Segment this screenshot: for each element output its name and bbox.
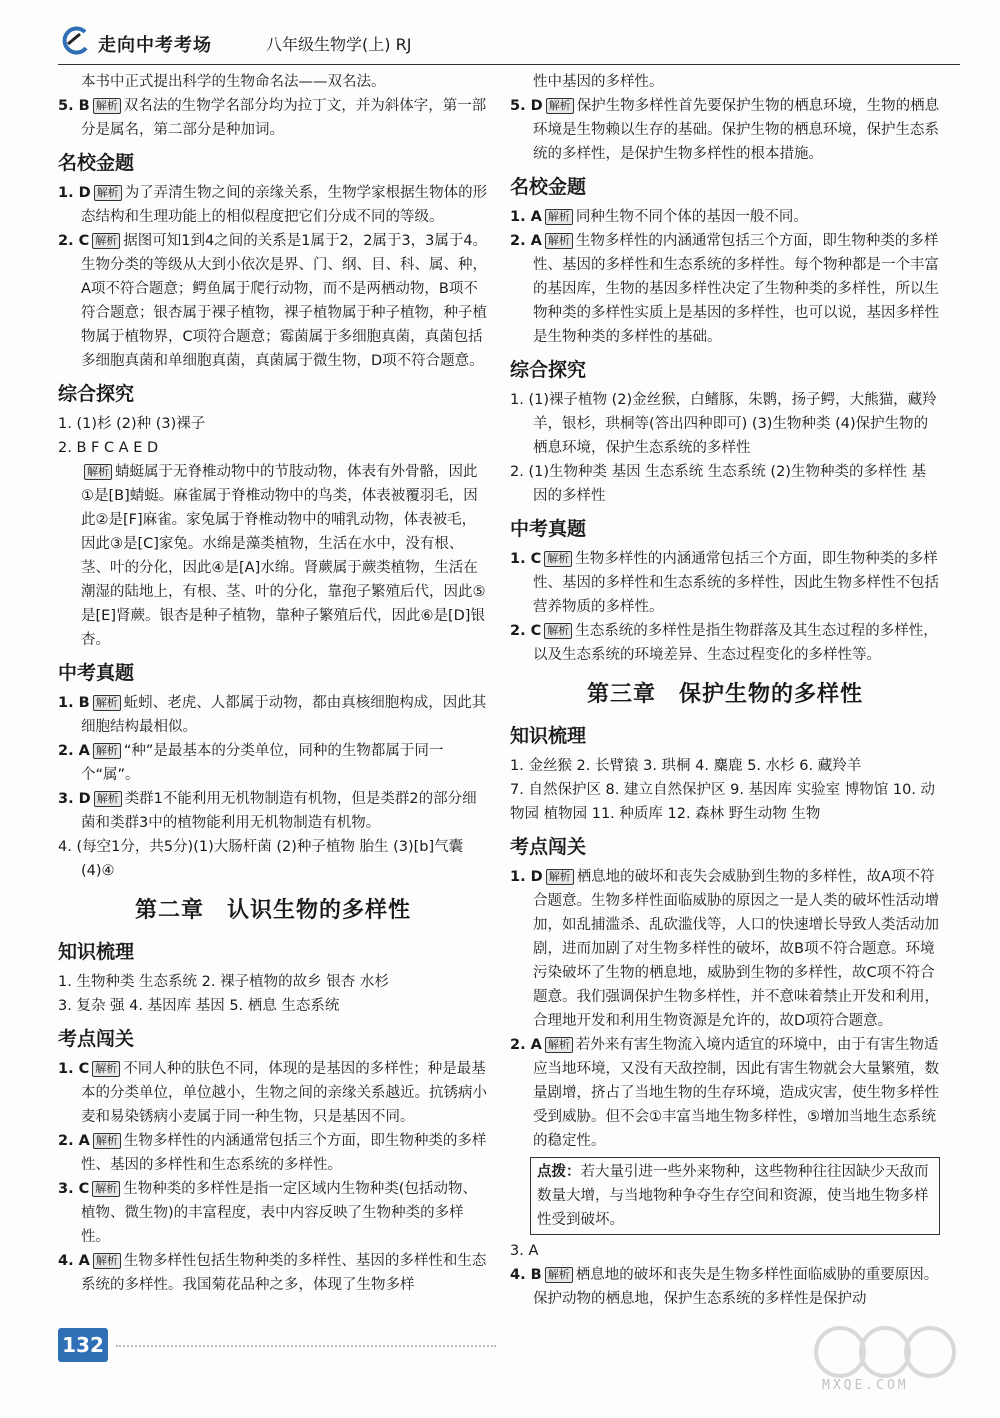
- answer-item: [510, 619, 940, 667]
- chapter-title: 第二章 认识生物的多样性: [134, 898, 411, 923]
- section-heading: 知识梳理: [58, 941, 135, 963]
- analysis-tag: 解析: [544, 551, 572, 567]
- answer-number: 1. C: [510, 551, 542, 567]
- answer-item: 1. (1)杉 (2)种 (3)裸子: [58, 416, 206, 432]
- answer-number: 2. C: [510, 623, 542, 639]
- tip-text: 若大量引进一些外来物种，这些物种往往因缺少天敌而数量大增，与当地物种争夺生存空间和资源，使当地生物多样性受到破坏。: [537, 1164, 929, 1228]
- answer-continuation: 本书中正式提出科学的生物命名法——双名法。: [81, 74, 386, 90]
- answer-item: [510, 205, 940, 229]
- answer-item: 1. 金丝猴 2. 长臂猿 3. 珙桐 4. 麋鹿 5. 水杉 6. 藏羚羊: [510, 758, 862, 774]
- answer-number: 1. D: [58, 185, 91, 201]
- book-subject: 八年级生物学(上) RJ: [266, 35, 412, 54]
- answer-text: 生物多样性包括生物种类的多样性、基因的多样性和生态系统的多样性。我国菊花品种之多，体现了生物多样: [81, 1253, 487, 1293]
- answer-item: 2. (1)生物种类 基因 生态系统 生态系统 (2)生物种类的多样性 基因的多样性: [510, 464, 927, 504]
- answer-text: 栖息地的破坏和丧失会威胁到生物的多样性，故A项不符合题意。生物多样性面临威胁的原因之一是人类的破坏性活动增加，如乱捕滥杀、乱砍滥伐等，人口的快速增长导致人类活动加剧，进而加剧了对生物多样性的破坏，故B项不符合题意。环境污染破坏了生物的栖息地，威胁到生物的多样性，故C项不符合题意。我们强调保护生物多样性，并不意味着禁止开发和利用，合理地开发和利用生物资源是允许的，故D项符合题意。: [533, 869, 939, 1029]
- answer-text: 类群1不能利用无机物制造有机物，但是类群2的部分细菌和类群3中的植物能利用无机物制造有机物。: [81, 791, 477, 831]
- answer-number: 2. A: [510, 1037, 542, 1053]
- answer-text: “种”是最基本的分类单位，同种的生物都属于同一个“属”。: [81, 743, 444, 783]
- analysis-tag: 解析: [93, 1253, 121, 1269]
- analysis-tag: 解析: [545, 209, 573, 225]
- series-title: 走向中考考场: [98, 35, 212, 56]
- analysis-tag: 解析: [93, 1133, 121, 1149]
- answer-text: 蜻蜓属于无脊椎动物中的节肢动物，体表有外骨骼，因此①是[B]蜻蜓。麻雀属于脊椎动物中的鸟类，体表被覆羽毛，因此②是[F]麻雀。家兔属于脊椎动物中的哺乳动物，体表被毛，因此③是[C]家兔。水绵是藻类植物，生活在水中，没有根、茎、叶的分化，因此④是[A]水绵。肾蕨属于蕨类植物，生活在潮湿的陆地上，有根、茎、叶的分化，靠孢子繁殖后代，因此⑤是[E]肾蕨。银杏是种子植物，靠种子繁殖后代，因此⑥是[D]银杏。: [81, 464, 486, 648]
- answer-item: [510, 1033, 940, 1153]
- analysis-tag: 解析: [84, 464, 112, 480]
- answer-text: 保护生物多样性首先要保护生物的栖息环境，生物的栖息环境是生物赖以生存的基础。保护生物的栖息环境，保护生态系统的多样性，是保护生物多样性的根本措施。: [533, 98, 940, 162]
- answer-item: [58, 1177, 488, 1249]
- analysis-tag: 解析: [92, 233, 120, 249]
- analysis-tag: 解析: [545, 1037, 573, 1053]
- answer-text: 蚯蚓、老虎、人都属于动物，都由真核细胞构成，因此其细胞结构最相似。: [81, 695, 487, 735]
- answer-text: 不同人种的肤色不同，体现的是基因的多样性；种是最基本的分类单位，单位越小，生物之间的亲缘关系越近。抗锈病小麦和易染锈病小麦属于同一种生物，只是基因不同。: [81, 1061, 487, 1125]
- tip-label: 点拨：: [537, 1164, 581, 1180]
- answer-text: 双名法的生物学名部分均为拉丁文，并为斜体字，第一部分是属名，第二部分是种加词。: [81, 98, 487, 138]
- answer-item: 1. (1)裸子植物 (2)金丝猴，白鳍豚，朱鹮，扬子鳄，大熊猫，藏羚羊，银杉，珙桐等(答出四种即可) (3)生物种类 (4)保护生物的栖息环境，保护生态系统的多样性: [510, 392, 937, 456]
- answer-item: [510, 547, 940, 619]
- answer-item: 3. A: [510, 1243, 539, 1259]
- answer-item: 3. 复杂 强 4. 基因库 基因 5. 栖息 生态系统: [58, 998, 340, 1014]
- section-heading: 综合探究: [58, 383, 135, 405]
- section-heading: 名校金题: [58, 152, 135, 174]
- section-heading: 名校金题: [510, 176, 587, 198]
- answer-item: [510, 865, 940, 1033]
- answer-item: [58, 460, 488, 652]
- analysis-tag: 解析: [546, 98, 574, 114]
- answer-number: 2. A: [510, 233, 542, 249]
- analysis-tag: 解析: [545, 1267, 573, 1283]
- footer-dotted-line: [116, 1345, 496, 1347]
- left-column: [58, 70, 488, 1297]
- answer-text: 为了弄清生物之间的亲缘关系，生物学家根据生物体的形态结构和生理功能上的相似程度把它们分成不同的等级。: [81, 185, 488, 225]
- section-heading: 知识梳理: [510, 725, 587, 747]
- answer-item: [58, 739, 488, 787]
- answer-number: 2. A: [58, 743, 90, 759]
- answer-number: 1. B: [58, 695, 90, 711]
- analysis-tag: 解析: [544, 623, 572, 639]
- answer-text: 生物种类的多样性是指一定区域内生物种类(包括动物、植物、微生物)的丰富程度，表中内容反映了生物种类的多样性。: [81, 1181, 477, 1245]
- answer-item: 7. 自然保护区 8. 建立自然保护区 9. 基因库 实验室 博物馆 10. 动物园 植物园 11. 种质库 12. 森林 野生动物 生物: [510, 782, 936, 822]
- section-heading: 综合探究: [510, 359, 587, 381]
- answer-item: [58, 1249, 488, 1297]
- answer-number: 5. D: [510, 98, 543, 114]
- answer-item: [58, 1129, 488, 1177]
- analysis-tag: 解析: [546, 869, 574, 885]
- answer-number: 5. B: [58, 98, 90, 114]
- answer-item: 1. 生物种类 生态系统 2. 裸子植物的故乡 银杏 水杉: [58, 974, 389, 990]
- watermark-text: MXQE.COM: [822, 1378, 909, 1393]
- answer-number: 1. C: [58, 1061, 90, 1077]
- analysis-tag: 解析: [94, 791, 122, 807]
- answer-text: 生态系统的多样性是指生物群落及其生态过程的多样性，以及生态系统的环境差异、生态过程变化的多样性等。: [533, 623, 938, 663]
- answer-item: 4. (每空1分，共5分)(1)大肠杆菌 (2)种子植物 胎生 (3)[b]气囊 (4)④: [58, 839, 464, 879]
- answer-item: [510, 94, 940, 166]
- analysis-tag: 解析: [545, 233, 573, 249]
- page-header: [58, 22, 958, 62]
- right-column: [510, 70, 940, 1311]
- section-heading: 中考真题: [58, 662, 135, 684]
- answer-number: 3. D: [58, 791, 91, 807]
- answer-item: [58, 181, 488, 229]
- answer-number: 4. A: [58, 1253, 90, 1269]
- answer-continuation: 性中基因的多样性。: [533, 74, 664, 90]
- answer-number: 3. C: [58, 1181, 90, 1197]
- tip-box: [530, 1157, 940, 1235]
- answer-text: 生物多样性的内涵通常包括三个方面，即生物种类的多样性、基因的多样性和生态系统的多样性，因此生物多样性不包括营养物质的多样性。: [533, 551, 939, 615]
- analysis-tag: 解析: [93, 695, 121, 711]
- answer-number: 1. A: [510, 209, 542, 225]
- answer-text: 生物多样性的内涵通常包括三个方面，即生物种类的多样性、基因的多样性和生态系统的多样性。每个物种都是一个丰富的基因库，生物的基因多样性决定了生物种类的多样性，所以生物种类的多样性实质上是基因的多样性，也可以说，基因多样性是生物种类的多样性的基础。: [533, 233, 939, 345]
- answer-text: 生物多样性的内涵通常包括三个方面，即生物种类的多样性、基因的多样性和生态系统的多样性。: [81, 1133, 487, 1173]
- answer-item: [510, 1263, 940, 1311]
- section-heading: 考点闯关: [510, 836, 587, 858]
- analysis-tag: 解析: [92, 1061, 120, 1077]
- header-divider: [58, 64, 960, 65]
- answer-text: 栖息地的破坏和丧失是生物多样性面临威胁的重要原因。保护动物的栖息地，保护生态系统的多样性是保护动: [533, 1267, 939, 1307]
- answer-item: [58, 229, 488, 373]
- answer-text: 若外来有害生物流入境内适宜的环境中，由于有害生物适应当地环境，又没有天敌控制，因此有害生物就会大量繁殖，数量剧增，挤占了当地生物的生存环境，造成灾害，使生物多样性受到威胁。但不会①丰富当地生物多样性，⑤增加当地生态系统的稳定性。: [533, 1037, 939, 1149]
- answer-text: 据图可知1到4之间的关系是1属于2，2属于3，3属于4。生物分类的等级从大到小依次是界、门、纲、目、科、属、种，A项不符合题意；鳄鱼属于爬行动物，而不是两栖动物，B项不符合题意；银杏属于裸子植物，裸子植物属于种子植物，种子植物属于植物界，C项符合题意；霉菌属于多细胞真菌，真菌包括多细胞真菌和单细胞真菌，真菌属于微生物，D项不符合题意。: [81, 233, 488, 369]
- answer-item: [58, 787, 488, 835]
- answer-text: 同种生物不同个体的基因一般不同。: [575, 209, 808, 225]
- section-heading: 考点闯关: [58, 1028, 135, 1050]
- answer-item: [58, 691, 488, 739]
- answer-item: 2. B F C A E D: [58, 440, 159, 456]
- page-number: 132: [58, 1328, 108, 1362]
- answer-number: 2. A: [58, 1133, 90, 1149]
- answer-item: [510, 229, 940, 349]
- answer-item: [58, 94, 488, 142]
- analysis-tag: 解析: [92, 1181, 120, 1197]
- section-heading: 中考真题: [510, 518, 587, 540]
- answer-number: 4. B: [510, 1267, 542, 1283]
- answer-item: [58, 1057, 488, 1129]
- series-logo-icon: [58, 24, 92, 58]
- analysis-tag: 解析: [94, 185, 122, 201]
- analysis-tag: 解析: [93, 743, 121, 759]
- chapter-title: 第三章 保护生物的多样性: [586, 682, 863, 707]
- analysis-tag: 解析: [93, 98, 121, 114]
- answer-number: 2. C: [58, 233, 90, 249]
- answer-number: 1. D: [510, 869, 543, 885]
